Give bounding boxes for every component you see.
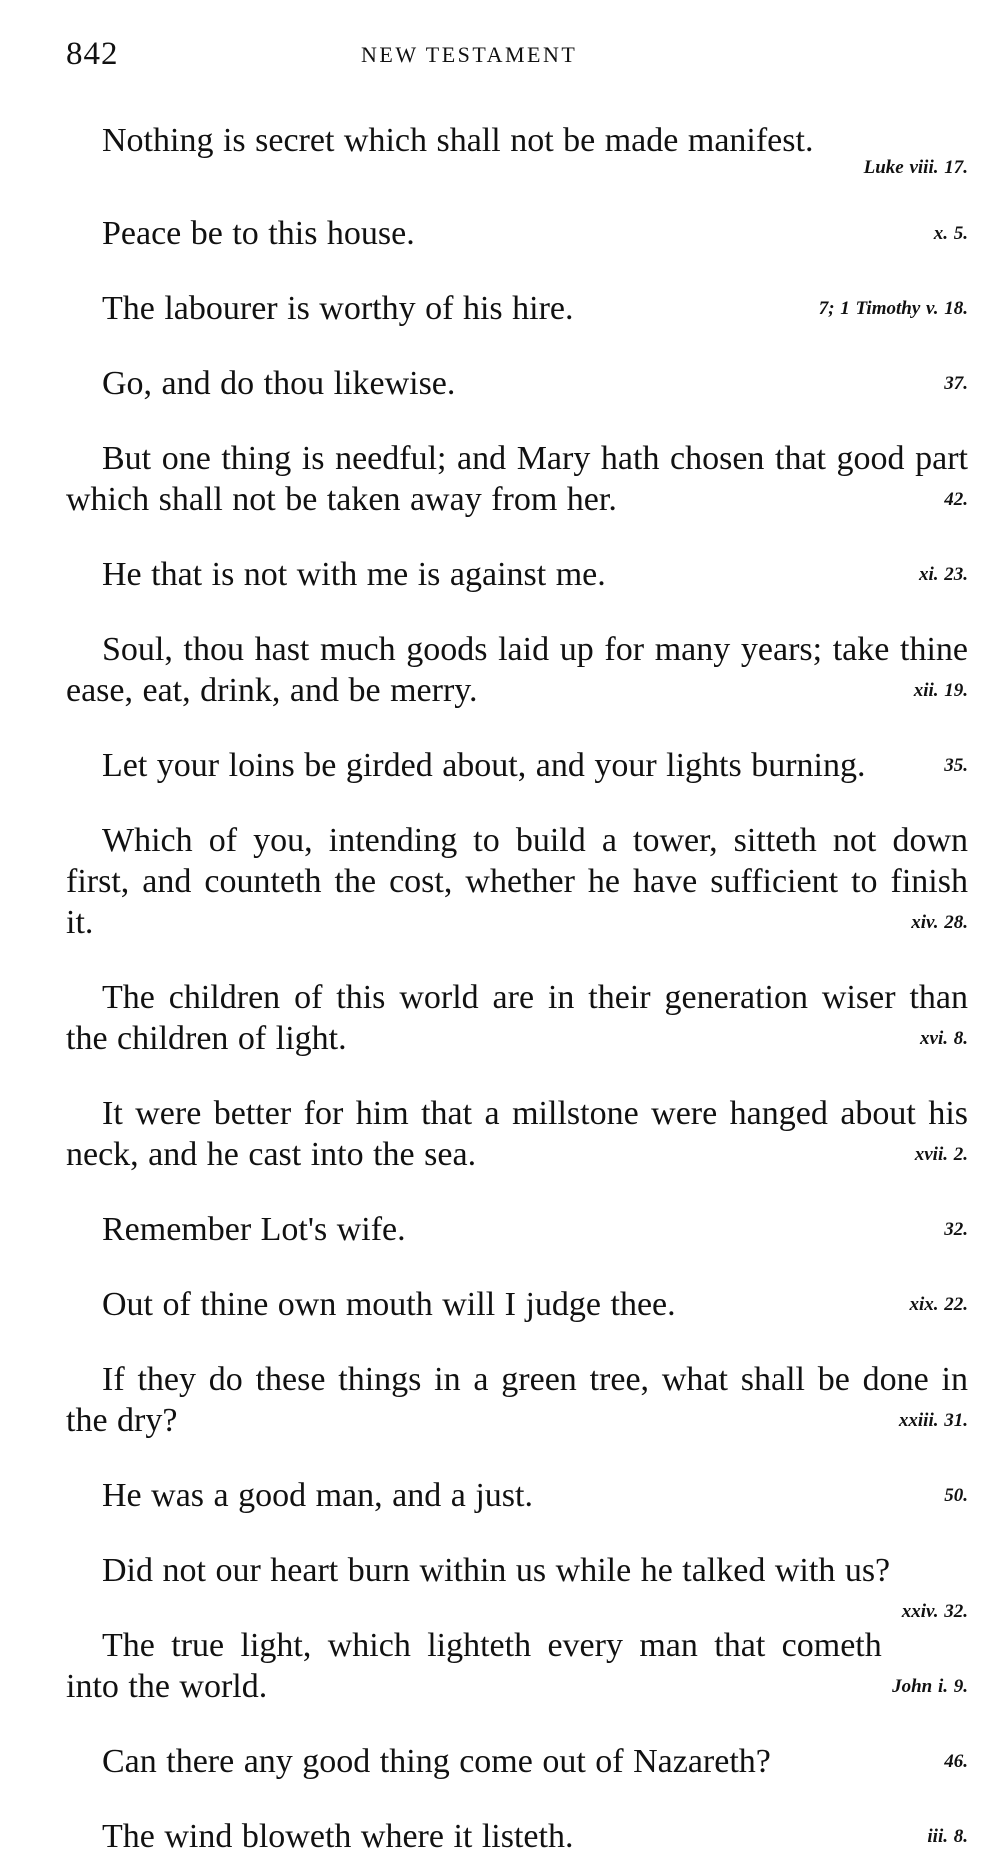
quote-text: The true light, which lighteth every man that cometh into the world. [66, 1627, 882, 1705]
quote [66, 1284, 968, 1325]
quote-reference: x. 5. [933, 223, 968, 244]
quote [66, 1475, 968, 1516]
quote-text: Soul, thou hast much goods laid up for many years; take thine ease, eat, drink, and be merry. [66, 631, 968, 709]
quote-reference: xii. 19. [913, 680, 968, 701]
quote-text: Out of thine own mouth will I judge thee. [102, 1286, 676, 1323]
quote [66, 213, 968, 254]
quote-text: Let your loins be girded about, and your lights burning. [102, 747, 866, 784]
page-number: 842 [66, 36, 119, 72]
quote [66, 1209, 968, 1250]
quote [66, 1816, 968, 1857]
quote-text: Did not our heart burn within us while he talked with us? [102, 1552, 891, 1589]
quote-text: Nothing is secret which shall not be made manifest. [102, 122, 814, 159]
quote-text: Remember Lot's wife. [102, 1211, 406, 1248]
page-header [66, 30, 968, 80]
quote [66, 1093, 968, 1175]
quote [66, 1359, 968, 1441]
quote-text: Can there any good thing come out of Nazareth? [102, 1743, 771, 1780]
quote-text: The labourer is worthy of his hire. [102, 290, 574, 327]
quote-text: But one thing is needful; and Mary hath chosen that good part which shall not be taken away from her. [66, 440, 968, 518]
quote-reference: xxiv. 32. [901, 1601, 968, 1622]
quote [66, 363, 968, 404]
quote-reference: 50. [944, 1485, 968, 1506]
quote-text: He was a good man, and a just. [102, 1477, 533, 1514]
quote-text: It were better for him that a millstone were hanged about his neck, and he cast into the sea. [66, 1095, 968, 1173]
quote [66, 820, 968, 943]
quote-reference: xxiii. 31. [898, 1410, 968, 1431]
quote-reference: xiv. 28. [911, 912, 968, 933]
quote-reference: Luke viii. 17. [863, 157, 968, 178]
quotation-list [66, 120, 968, 1857]
quote-reference: xvi. 8. [920, 1028, 968, 1049]
quote-text: Peace be to this house. [102, 215, 415, 252]
quote [66, 629, 968, 711]
running-head: NEW TESTAMENT [361, 42, 578, 67]
quote [66, 1741, 968, 1782]
quote-text: He that is not with me is against me. [102, 556, 606, 593]
quote-reference: 32. [944, 1219, 968, 1240]
quote-reference: 37. [944, 373, 968, 394]
quote [66, 288, 968, 329]
quote [66, 438, 968, 520]
quote [66, 120, 968, 179]
quote-text: Go, and do thou likewise. [102, 365, 456, 402]
quote-reference: xi. 23. [918, 564, 968, 585]
quote [66, 554, 968, 595]
quote-text: The wind bloweth where it listeth. [102, 1818, 574, 1855]
quote-reference: 46. [944, 1751, 968, 1772]
quote-reference: iii. 8. [927, 1826, 968, 1847]
quote-reference: 7; 1 Timothy v. 18. [818, 298, 968, 319]
quote-reference: John i. 9. [892, 1676, 968, 1697]
quote [66, 745, 968, 786]
quote-text: Which of you, intending to build a tower, sitteth not down first, and counteth the cost, whether he have sufficient to finish it. [66, 822, 968, 941]
quote-text: The children of this world are in their generation wiser than the children of light. [66, 979, 968, 1057]
quote-reference: 42. [944, 489, 968, 510]
quote-reference: xix. 22. [909, 1294, 968, 1315]
quote [66, 977, 968, 1059]
quote [66, 1550, 968, 1622]
quote-reference: 35. [944, 755, 968, 776]
quote [66, 1625, 968, 1707]
quote-text: If they do these things in a green tree, what shall be done in the dry? [66, 1361, 968, 1439]
quote-reference: xvii. 2. [914, 1144, 968, 1165]
